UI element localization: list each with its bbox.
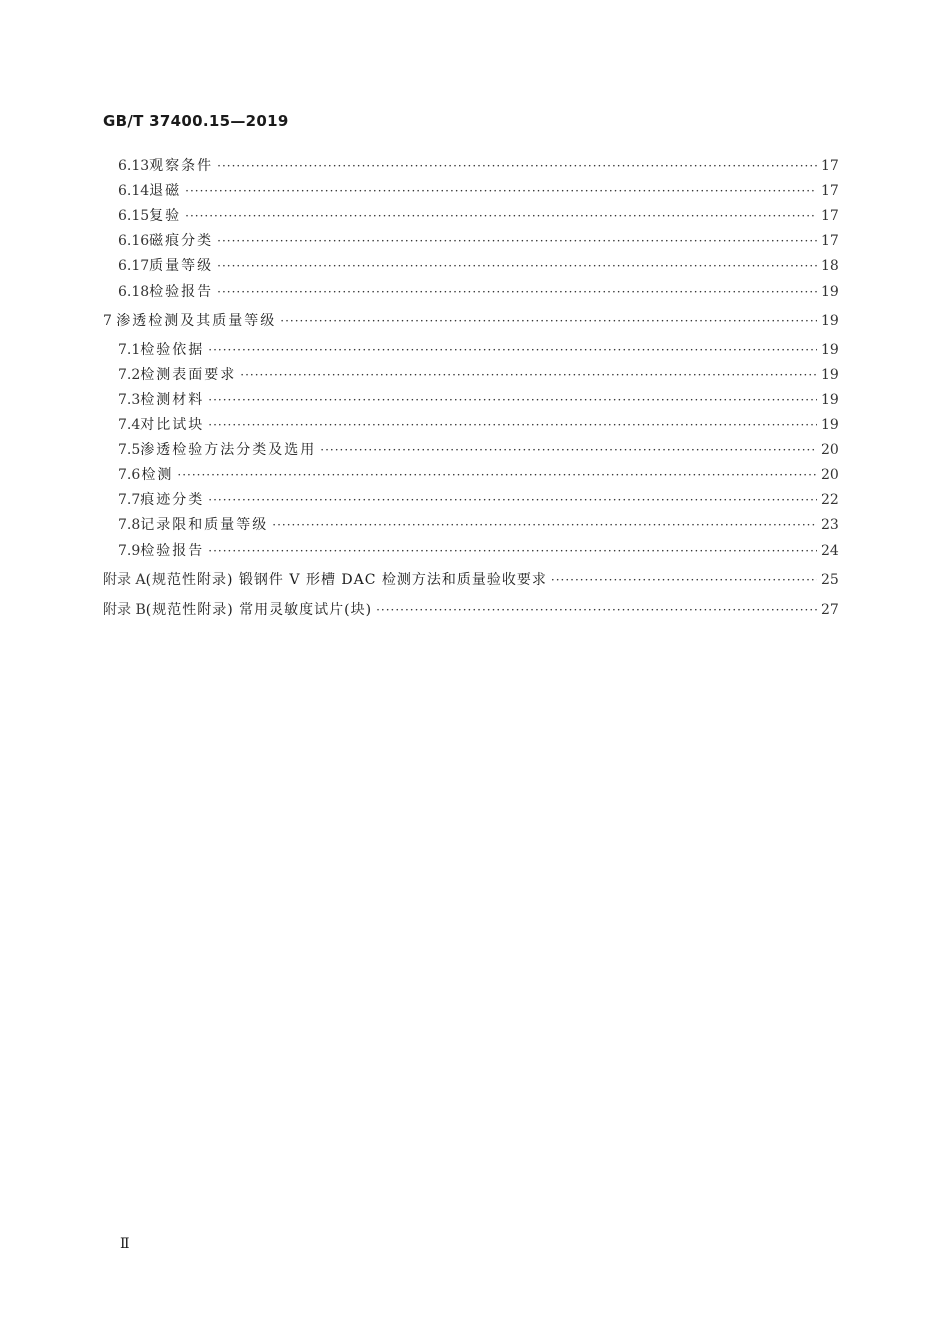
toc-leader-dots [185, 205, 817, 227]
toc-entry-page: 27 [821, 602, 839, 618]
toc-entry-6-16[interactable] [118, 230, 838, 252]
toc-entry-number: 附录 B [103, 602, 146, 618]
toc-leader-dots [280, 310, 817, 332]
toc-entry-number: 7.2 [118, 367, 141, 383]
toc-entry-number: 7.5 [118, 442, 141, 458]
toc-leader-dots [320, 439, 817, 461]
toc-entry-number: 6.15 [118, 208, 150, 224]
toc-leader-dots [177, 464, 817, 486]
toc-entry-7-5[interactable] [118, 439, 838, 461]
toc-entry-page: 19 [821, 342, 839, 358]
toc-leader-dots [551, 569, 817, 591]
toc-leader-dots [208, 414, 817, 436]
toc-entry-title: 渗透检测及其质量等级 [116, 313, 277, 329]
toc-entry-number: 附录 A [103, 572, 146, 588]
toc-entry-page: 19 [821, 284, 839, 300]
toc-entry-6-17[interactable] [118, 255, 838, 277]
toc-leader-dots [376, 599, 817, 621]
toc-entry-page: 17 [821, 208, 839, 224]
toc-entry-7[interactable] [103, 310, 838, 332]
toc-entry-page: 24 [821, 543, 839, 559]
toc-entry-title: (规范性附录) 锻钢件 V 形槽 DAC 检测方法和质量验收要求 [145, 572, 547, 588]
toc-leader-dots [185, 180, 817, 202]
toc-entry-number: 6.17 [118, 258, 150, 274]
toc-entry-7-9[interactable] [118, 540, 838, 562]
toc-leader-dots [217, 155, 817, 177]
toc-entry-page: 18 [821, 258, 839, 274]
toc-leader-dots [272, 514, 817, 536]
toc-entry-title: 痕迹分类 [140, 492, 205, 508]
toc-entry-7-7[interactable] [118, 489, 838, 511]
toc-entry-appendix-a[interactable] [103, 569, 838, 591]
toc-leader-dots [208, 339, 817, 361]
toc-entry-number: 6.18 [118, 284, 150, 300]
toc-entry-title: (规范性附录) 常用灵敏度试片(块) [145, 602, 373, 618]
toc-entry-number: 7.3 [118, 392, 141, 408]
toc-entry-title: 检测 [141, 467, 174, 483]
toc-entry-number: 7.4 [118, 417, 141, 433]
toc-leader-dots [240, 364, 817, 386]
toc-entry-6-13[interactable] [118, 155, 838, 177]
toc-entry-page: 17 [821, 183, 839, 199]
toc-entry-number: 6.14 [118, 183, 150, 199]
toc-entry-title: 检测表面要求 [140, 367, 237, 383]
toc-entry-page: 20 [821, 467, 839, 483]
toc-entry-title: 退磁 [149, 183, 182, 199]
toc-entry-appendix-b[interactable] [103, 599, 838, 621]
toc-entry-number: 6.13 [118, 158, 150, 174]
toc-entry-page: 23 [821, 517, 839, 533]
toc-entry-page: 17 [821, 158, 839, 174]
toc-entry-page: 19 [821, 417, 839, 433]
toc-entry-7-4[interactable] [118, 414, 838, 436]
toc-entry-7-3[interactable] [118, 389, 838, 411]
toc-leader-dots [217, 230, 817, 252]
toc-entry-title: 检测材料 [140, 392, 205, 408]
toc-entry-page: 19 [821, 392, 839, 408]
toc-entry-title: 检验报告 [140, 543, 205, 559]
toc-entry-title: 记录限和质量等级 [140, 517, 269, 533]
toc-entry-title: 质量等级 [149, 258, 214, 274]
toc-entry-page: 20 [821, 442, 839, 458]
toc-entry-7-8[interactable] [118, 514, 838, 536]
toc-entry-number: 6.16 [118, 233, 150, 249]
toc-entry-title: 渗透检验方法分类及选用 [140, 442, 317, 458]
toc-entry-title: 对比试块 [140, 417, 205, 433]
toc-entry-page: 17 [821, 233, 839, 249]
toc-entry-page: 19 [821, 313, 839, 329]
toc-entry-title: 检验报告 [149, 284, 214, 300]
toc-entry-title: 检验依据 [140, 342, 205, 358]
toc-entry-6-14[interactable] [118, 180, 838, 202]
toc-entry-page: 19 [821, 367, 839, 383]
toc-entry-number: 7.6 [118, 467, 141, 483]
toc-entry-6-18[interactable] [118, 281, 838, 303]
toc-entry-7-1[interactable] [118, 339, 838, 361]
standard-code-header: GB/T 37400.15—2019 [103, 112, 289, 130]
toc-entry-number: 7.7 [118, 492, 141, 508]
toc-entry-7-2[interactable] [118, 364, 838, 386]
toc-entry-title: 磁痕分类 [149, 233, 214, 249]
toc-entry-7-6[interactable] [118, 464, 838, 486]
toc-entry-title: 复验 [149, 208, 182, 224]
page-number: Ⅱ [120, 1236, 130, 1252]
toc-entry-title: 观察条件 [149, 158, 214, 174]
toc-leader-dots [217, 281, 817, 303]
toc-leader-dots [208, 540, 817, 562]
toc-entry-page: 22 [821, 492, 839, 508]
toc-entry-number: 7.8 [118, 517, 141, 533]
toc-leader-dots [208, 489, 817, 511]
toc-entry-number: 7 [103, 313, 112, 329]
toc-entry-6-15[interactable] [118, 205, 838, 227]
toc-entry-number: 7.9 [118, 543, 141, 559]
toc-leader-dots [208, 389, 817, 411]
toc-leader-dots [217, 255, 817, 277]
toc-entry-page: 25 [821, 572, 839, 588]
toc-entry-number: 7.1 [118, 342, 141, 358]
